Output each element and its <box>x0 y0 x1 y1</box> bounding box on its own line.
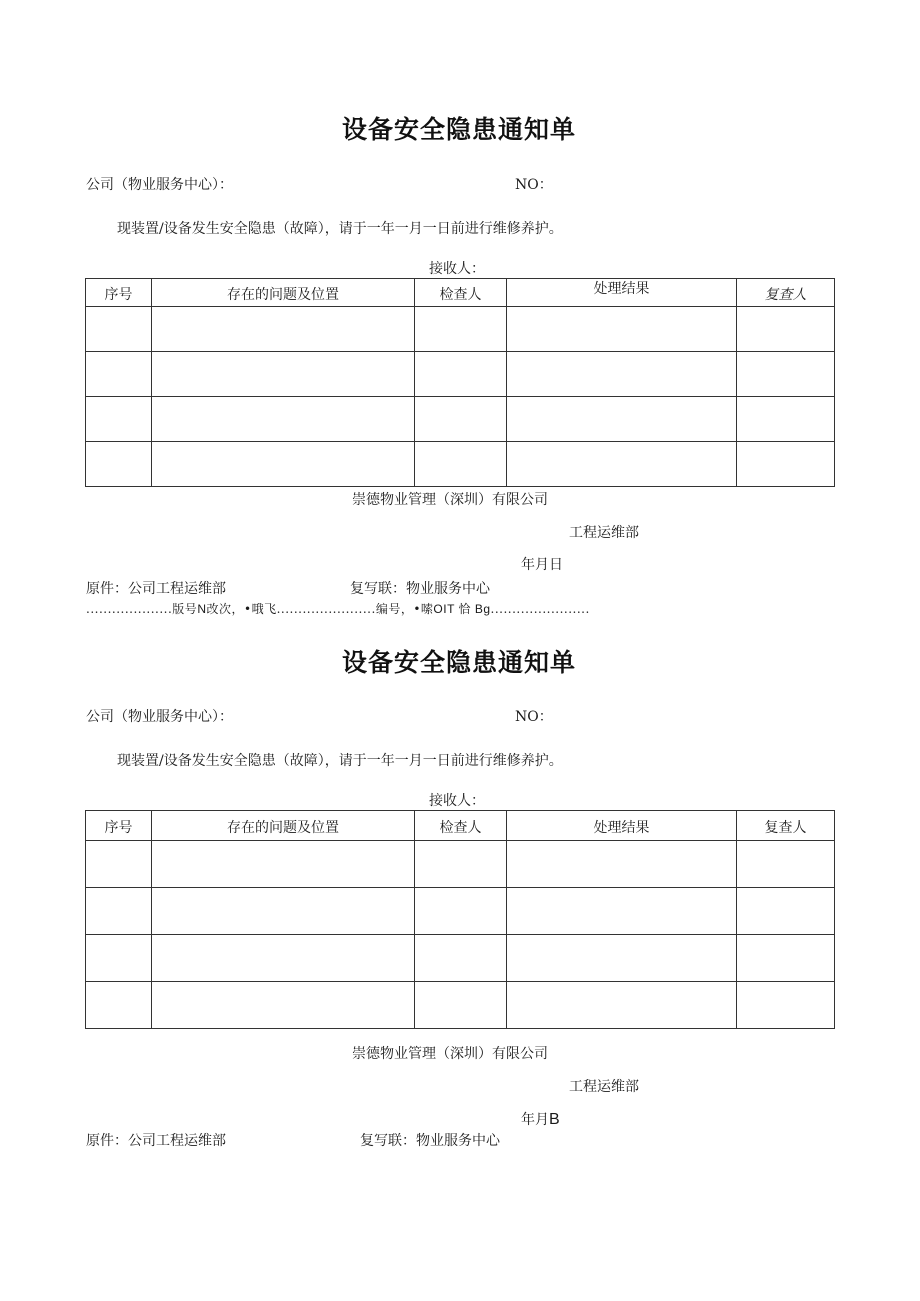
notice-text: 现装置/设备发生安全隐患（故障），请于一年一月一日前进行维修养护。 <box>117 753 563 769</box>
table-cell[interactable] <box>152 352 415 397</box>
receiver-label: 接收人： <box>429 261 485 277</box>
header-cell-index: 序号 <box>86 811 152 841</box>
date-suffix: B <box>549 1111 560 1128</box>
table-cell[interactable] <box>86 352 152 397</box>
table-row <box>86 307 835 352</box>
table-row <box>86 841 835 888</box>
form-divider <box>86 600 590 617</box>
form-title: 设备安全隐患通知单 <box>342 648 577 677</box>
divider-dots: ....................... <box>490 602 590 616</box>
original-copy-label: 原件：公司工程运维部 <box>86 1133 226 1149</box>
table-cell[interactable] <box>415 397 507 442</box>
table-cell[interactable] <box>507 442 737 487</box>
table-row <box>86 888 835 935</box>
department: 工程运维部 <box>569 525 639 541</box>
header-cell-reviewer: 复查人 <box>737 279 835 307</box>
company-label: 公司（物业服务中心）： <box>86 177 233 193</box>
table-cell[interactable] <box>737 935 835 982</box>
table-row <box>86 397 835 442</box>
table-cell[interactable] <box>86 841 152 888</box>
header-cell-inspector: 检查人 <box>415 279 507 307</box>
divider-text: 编号，•嗦 <box>375 602 434 616</box>
number-label: NO： <box>515 709 553 725</box>
table-cell[interactable] <box>152 982 415 1029</box>
number-label: NO： <box>515 177 553 193</box>
company-name: 崇德物业管理（深圳）有限公司 <box>352 492 548 508</box>
table-cell[interactable] <box>152 888 415 935</box>
original-copy-label: 原件：公司工程运维部 <box>86 581 226 597</box>
divider-dots: ....................... <box>276 602 376 616</box>
table-cell[interactable] <box>507 307 737 352</box>
table-cell[interactable] <box>737 352 835 397</box>
header-cell-issue: 存在的问题及位置 <box>152 811 415 841</box>
divider-text: OIT 恰 Bg <box>433 602 491 616</box>
table-cell[interactable] <box>737 841 835 888</box>
divider-dots: .................... <box>86 602 173 616</box>
header-cell-result <box>507 279 737 307</box>
hazard-table <box>85 278 835 487</box>
table-cell[interactable] <box>507 935 737 982</box>
table-cell[interactable] <box>86 307 152 352</box>
hazard-table <box>85 810 835 1029</box>
date-text: 年月 <box>521 1112 549 1128</box>
table-cell[interactable] <box>737 397 835 442</box>
date-label <box>521 1109 560 1129</box>
table-row <box>86 442 835 487</box>
table-cell[interactable] <box>507 397 737 442</box>
table-cell[interactable] <box>415 888 507 935</box>
divider-text: 版号 <box>172 602 198 616</box>
table-cell[interactable] <box>507 352 737 397</box>
department: 工程运维部 <box>569 1079 639 1095</box>
table-cell[interactable] <box>415 841 507 888</box>
table-cell[interactable] <box>507 888 737 935</box>
carbon-copy-label: 复写联：物业服务中心 <box>350 581 490 597</box>
table-cell[interactable] <box>152 307 415 352</box>
date-label: 年月日 <box>521 557 563 573</box>
table-cell[interactable] <box>737 982 835 1029</box>
table-header-row <box>86 811 835 841</box>
header-cell-inspector: 检查人 <box>415 811 507 841</box>
table-cell[interactable] <box>737 888 835 935</box>
table-cell[interactable] <box>737 442 835 487</box>
header-cell-reviewer: 复查人 <box>737 811 835 841</box>
table-cell[interactable] <box>415 352 507 397</box>
divider-text: N <box>197 602 207 616</box>
table-cell[interactable] <box>86 935 152 982</box>
table-cell[interactable] <box>507 841 737 888</box>
form-title: 设备安全隐患通知单 <box>342 115 577 144</box>
table-row <box>86 982 835 1029</box>
table-cell[interactable] <box>415 307 507 352</box>
table-cell[interactable] <box>152 841 415 888</box>
table-cell[interactable] <box>152 935 415 982</box>
table-cell[interactable] <box>507 982 737 1029</box>
table-cell[interactable] <box>415 982 507 1029</box>
header-result-text: 处理结果 <box>593 280 650 297</box>
table-cell[interactable] <box>86 888 152 935</box>
table-header-row <box>86 279 835 307</box>
header-cell-index: 序号 <box>86 279 152 307</box>
table-row <box>86 935 835 982</box>
table-cell[interactable] <box>86 982 152 1029</box>
table-cell[interactable] <box>152 397 415 442</box>
table-cell[interactable] <box>415 442 507 487</box>
table-row <box>86 352 835 397</box>
carbon-copy-label: 复写联：物业服务中心 <box>360 1133 500 1149</box>
company-name: 崇德物业管理（深圳）有限公司 <box>352 1046 548 1062</box>
table-cell[interactable] <box>737 307 835 352</box>
table-cell[interactable] <box>86 397 152 442</box>
table-cell[interactable] <box>415 935 507 982</box>
table-cell[interactable] <box>152 442 415 487</box>
table-cell[interactable] <box>86 442 152 487</box>
receiver-label: 接收人： <box>429 793 485 809</box>
divider-text: 改次，•哦飞 <box>206 602 277 616</box>
header-cell-issue: 存在的问题及位置 <box>152 279 415 307</box>
company-label: 公司（物业服务中心）： <box>86 709 233 725</box>
header-cell-result: 处理结果 <box>507 811 737 841</box>
notice-text: 现装置/设备发生安全隐患（故障），请于一年一月一日前进行维修养护。 <box>117 221 563 237</box>
